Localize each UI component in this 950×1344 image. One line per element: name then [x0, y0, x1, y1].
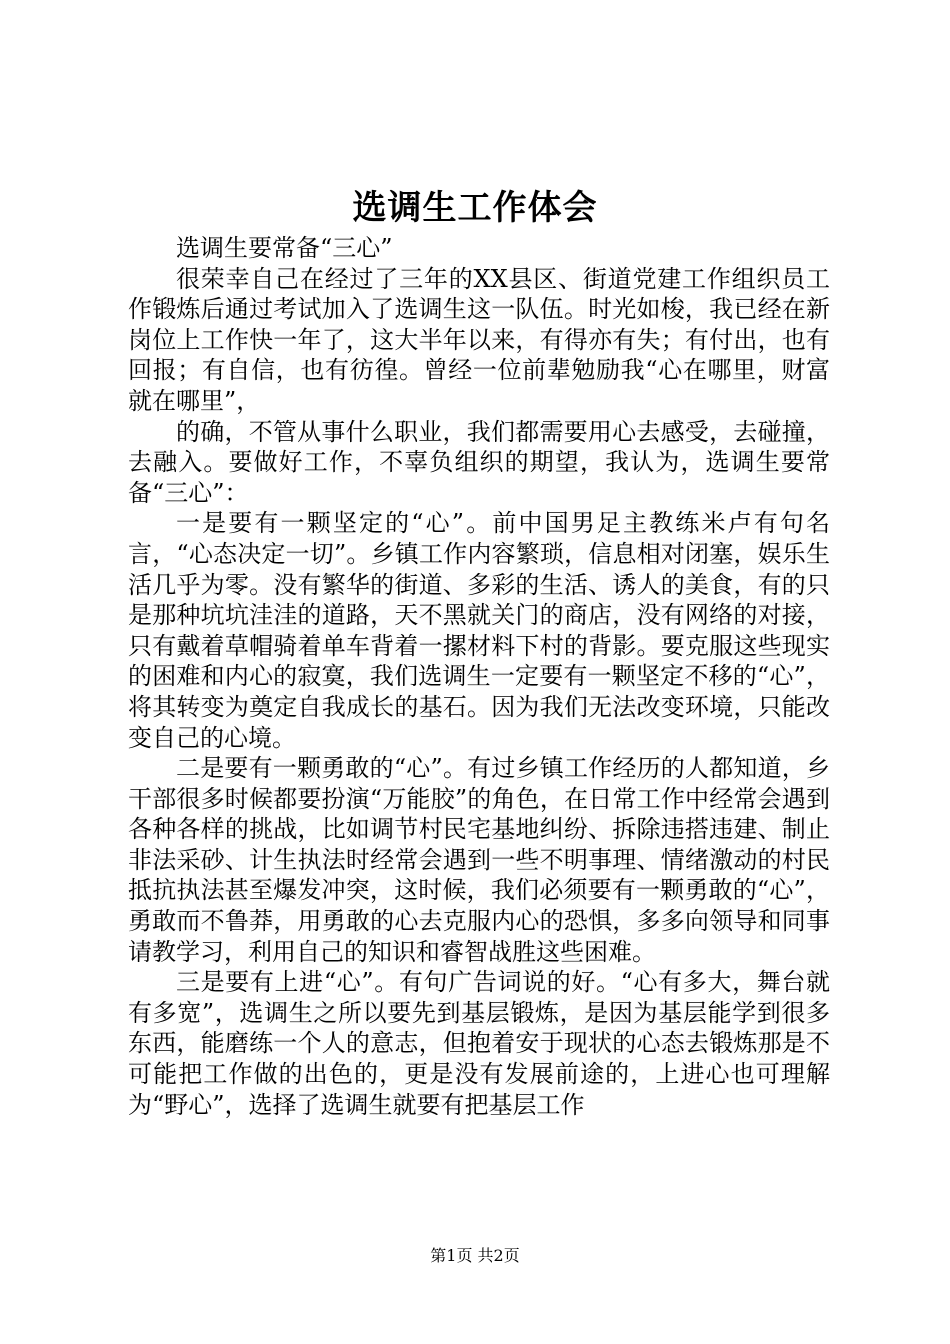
paragraph-intro: 很荣幸自己在经过了三年的XX县区、街道党建工作组织员工作锻炼后通过考试加入了选调生这一队伍。时光如梭，我已经在新岗位上工作快一年了，这大半年以来，有得亦有失；有付出，也有回报；有自信，也有彷徨。曾经一位前辈勉励我“心在哪里，财富就在哪里”， [128, 264, 830, 415]
paragraph-subtitle: 选调生要常备“三心” [176, 234, 393, 262]
document-title: 选调生工作体会 [352, 188, 598, 228]
paragraph-brave-heart: 二是要有一颗勇敢的“心”。有过乡镇工作经历的人都知道，乡干部很多时候都要扮演“万能胶”的角色，在日常工作中经常会遇到各种各样的挑战，比如调节村民宅基地纠纷、拆除违搭违建、制止非法采砂、计生执法时经常会遇到一些不明事理、情绪激动的村民抵抗执法甚至爆发冲突，这时候，我们必须要有一颗勇敢的“心”，勇敢而不鲁莽，用勇敢的心去克服内心的恐惧，多多向领导和同事请教学习，利用自己的知识和睿智战胜这些困难。 [128, 754, 830, 966]
paragraph-firm-heart: 一是要有一颗坚定的“心”。前中国男足主教练米卢有句名言，“心态决定一切”。乡镇工作内容繁琐，信息相对闭塞，娱乐生活几乎为零。没有繁华的街道、多彩的生活、诱人的美食，有的只是那种坑坑洼洼的道路，天不黑就关门的商店，没有网络的对接，只有戴着草帽骑着单车背着一摞材料下村的背影。要克服这些现实的困难和内心的寂寞，我们选调生一定要有一颗坚定不移的“心”，将其转变为奠定自我成长的基石。因为我们无法改变环境，只能改变自己的心境。 [128, 509, 830, 752]
paragraph-three-hearts: 的确，不管从事什么职业，我们都需要用心去感受，去碰撞，去融入。要做好工作，不辜负组织的期望，我认为，选调生要常备“三心”： [128, 417, 830, 507]
paragraph-ambitious-heart: 三是要有上进“心”。有句广告词说的好。“心有多大，舞台就有多宽”，选调生之所以要先到基层锻炼，是因为基层能学到很多东西，能磨练一个人的意志，但抱着安于现状的心态去锻炼那是不可能把工作做的出色的，更是没有发展前途的，上进心也可理解为“野心”，选择了选调生就要有把基层工作 [128, 968, 830, 1119]
page-number-footer: 第1页 共2页 [430, 1246, 520, 1265]
document-body [128, 233, 830, 1120]
